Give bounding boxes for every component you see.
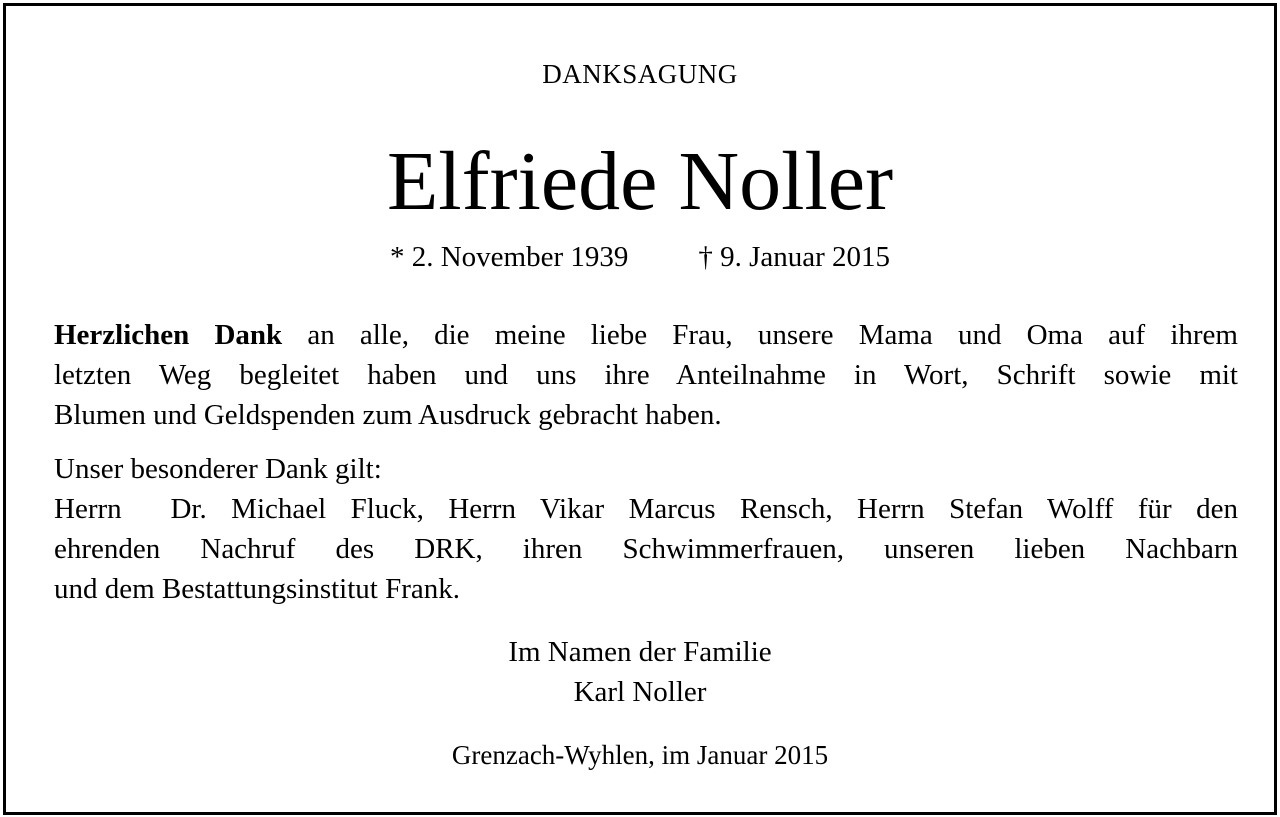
thanks-lead: Herzlichen Dank	[54, 319, 283, 351]
deceased-name: Elfriede Noller	[386, 135, 894, 228]
thanks-line-3: Blumen und Geldspenden zum Ausdruck gebracht haben.	[54, 399, 722, 431]
thanks-line-1	[54, 315, 1238, 355]
signature-name: Karl Noller	[573, 676, 707, 708]
notice-heading: DANKSAGUNG	[542, 59, 738, 89]
special-thanks-line-3: ehrenden Nachruf des DRK, ihren Schwimmerfrauen, unseren lieben Nachbarn	[54, 533, 1238, 565]
thanks-paragraph	[54, 315, 1238, 435]
special-thanks-line-2: Herrn Dr. Michael Fluck, Herrn Vikar Marcus Rensch, Herrn Stefan Wolff für den	[54, 493, 1238, 525]
signature-family: Im Namen der Familie	[508, 636, 772, 668]
special-thanks-paragraph	[54, 449, 1238, 609]
thanks-line-2: letzten Weg begleitet haben und uns ihre Anteilnahme in Wort, Schrift sowie mit	[54, 359, 1238, 391]
place-date: Grenzach-Wyhlen, im Januar 2015	[451, 740, 829, 770]
death-date: † 9. Januar 2015	[698, 241, 891, 273]
notice-frame	[3, 3, 1277, 815]
birth-date: * 2. November 1939	[389, 241, 629, 273]
special-thanks-line-1: Unser besonderer Dank gilt:	[54, 453, 382, 485]
special-thanks-line-4: und dem Bestattungsinstitut Frank.	[54, 573, 460, 605]
thanks-line-1-text: an alle, die meine liebe Frau, unsere Mama und Oma auf ihrem	[282, 319, 1238, 351]
life-dates	[6, 237, 1274, 277]
